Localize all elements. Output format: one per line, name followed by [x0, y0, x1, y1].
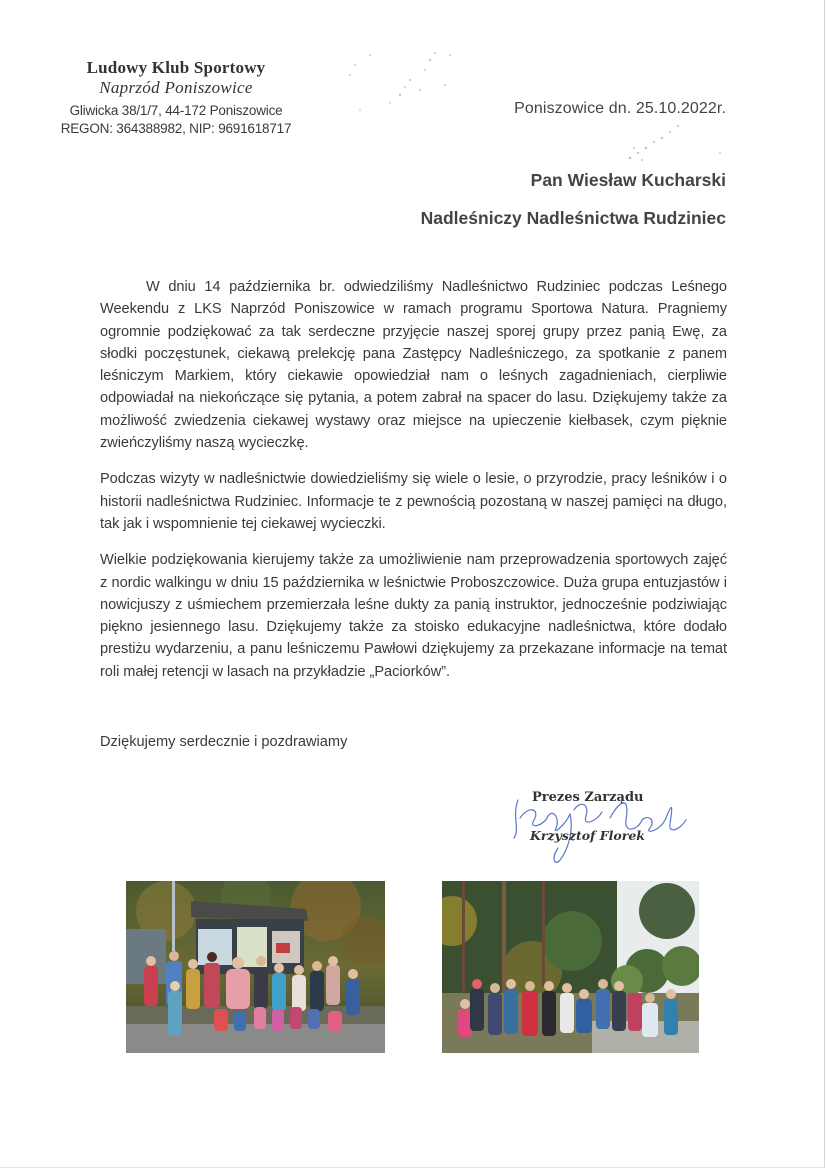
date-line: Poniszowice dn. 25.10.2022r.: [514, 100, 726, 117]
closing-line: Dziękujemy serdecznie i pozdrawiamy: [100, 734, 348, 750]
letter-body: [100, 276, 727, 697]
recipient-title: Nadleśniczy Nadleśnictwa Rudziniec: [420, 208, 726, 228]
body-paragraph: Wielkie podziękowania kierujemy także za umożliwienie nam przeprowadzenia sportowych zajęć z nordic walkingu w dniu 15 października w leśnictwie Proboszczowice. Duża grupa entuzjastów i nowicjuszy z uśmiechem przemierzała leśne dukty za panią instruktor, jednocześnie podziwiając piękno jesiennego lasu. Dziękujemy także za stoisko edukacyjne nadleśnictwa, które dodało prestiżu wydarzeniu, a panu leśniczemu Pawłowi dziękujemy za przekazane informacje na temat roli małej retencji w lasach na przykładzie „Paciorków”.: [100, 552, 727, 680]
faded-stamp-mark-2: [620, 118, 730, 168]
body-paragraph: Podczas wizyty w nadleśnictwie dowiedzieliśmy się wiele o lesie, o przyrodzie, pracy leśników i o historii nadleśnictwa Rudziniec. Informacje te z pewnością pozostaną w naszej pamięci na długo, tak jak i wspomnienie tej ciekawej wycieczki.: [100, 471, 727, 532]
sender-identifiers: REGON: 364388982, NIP: 9691618717: [60, 121, 292, 136]
signatory-name: Krzysztof Florek: [530, 828, 645, 843]
faded-stamp-mark: [330, 45, 500, 125]
photo-nordic-walking-group: [442, 881, 699, 1053]
recipient-name: Pan Wiesław Kucharski: [530, 170, 726, 190]
sender-letterhead: [58, 58, 294, 138]
sender-organization: Ludowy Klub Sportowy: [86, 58, 266, 77]
sender-organization-name: Naprzód Poniszowice: [99, 78, 253, 97]
body-paragraph: W dniu 14 października br. odwiedziliśmy Nadleśnictwo Rudziniec podczas Leśnego Weekendu z LKS Naprzód Poniszowice w ramach programu Sportowa Natura. Pragniemy ogromnie podziękować za tak serdeczne przyjęcie naszej sporej grupy przez panią Ewę, za słodki poczęstunek, ciekawą prelekcję pana Zastępcy Nadleśniczego, za spotkanie z panem leśniczym Markiem, który ciekawie opowiedział nam o leśnych zagadnieniach, cierpliwie odpowiadał na niekończące się pytania, a potem zabrał na spacer do lasu. Dziękujemy także za możliwość zwiedzenia ciekawej wystawy oraz miejsce na upieczenie kiełbasek, czym pięknie zwieńczyliśmy naszą wycieczkę.: [100, 279, 727, 452]
signatory-role: Prezes Zarządu: [532, 790, 644, 805]
sender-address: Gliwicka 38/1/7, 44-172 Poniszowice: [69, 103, 283, 118]
photo-group-info-board: [126, 881, 385, 1053]
signature-block: [510, 790, 710, 870]
